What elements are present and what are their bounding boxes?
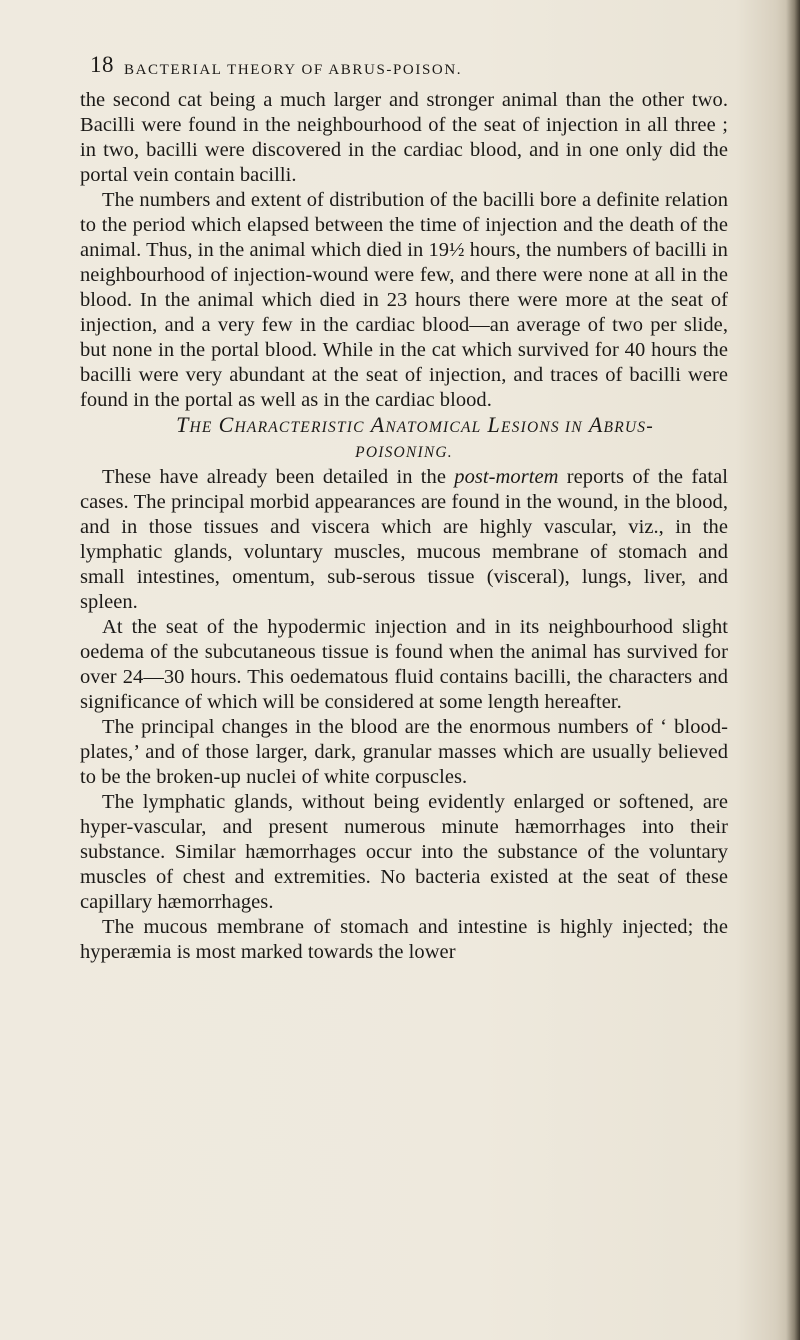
heading-word: NATOMICAL (385, 419, 482, 436)
heading-initial: A (370, 412, 386, 437)
running-head (90, 52, 730, 82)
binding-shadow (786, 0, 800, 1340)
body-text (80, 88, 728, 965)
running-title: BACTERIAL THEORY OF ABRUS-POISON. (124, 62, 463, 78)
paragraph: The numbers and extent of distribution of the bacilli bore a definite relation to the period which elapsed between the time of injection and the death of the animal. Thus, in the animal which died in 19½ hours, the numbers of bacilli in neighbourhood of injection-wound were few, and there were none at all in the blood. In the animal which died in 23 hours there were more at the seat of injection, and a very few in the cardiac blood—an average of two per slide, but none in the portal blood. While in the cat which survived for 40 hours the bacilli were very abundant at the seat of injection, and traces of bacilli were found in the portal as well as in the cardiac blood. (80, 189, 728, 411)
heading-initial: A (588, 412, 604, 437)
paragraph-text: These have already been detailed in the (102, 466, 455, 488)
heading-word: ESIONS IN (500, 419, 583, 436)
heading-word: POISONING. (355, 444, 453, 461)
page-number: 18 (90, 52, 114, 77)
paragraph: The mucous membrane of stomach and intestine is highly injected; the hyperæmia is most marked towards the lower (80, 916, 728, 963)
paragraph: The lymphatic glands, without being evidently enlarged or softened, are hyper-vascular, and present numerous minute hæmorrhages into their substance. Similar hæmorrhages occur into the substance of the voluntary muscles of chest and extremities. No bacteria existed at the seat of these capillary hæmorrhages. (80, 791, 728, 913)
heading-initial: T (176, 412, 190, 437)
paragraph: the second cat being a much larger and stronger animal than the other two. Bacilli were found in the neighbourhood of the seat of injection in all three ; in two, bacilli were discovered in the cardiac blood, and in one only did the portal vein contain bacilli. (80, 89, 728, 186)
heading-initial: L (487, 412, 501, 437)
heading-word: HE (189, 419, 213, 436)
heading-word: HARACTERISTIC (234, 419, 365, 436)
heading-word: BRUS (603, 419, 647, 436)
paragraph (80, 465, 728, 615)
heading-initial: C (218, 412, 235, 437)
section-heading: THE CHARACTERISTIC ANATOMICAL LESIONS IN ABRUS- POISONING. (176, 412, 654, 461)
emphasis: post-mortem (454, 466, 559, 488)
paragraph: At the seat of the hypodermic injection and in its neighbourhood slight oedema of the subcutaneous tissue is found when the animal has survived for over 24—30 hours. This oedematous fluid contains bacilli, the characters and significance of which will be considered at some length hereafter. (80, 616, 728, 713)
paragraph-text: reports of the fatal cases. The principal morbid appearances are found in the wound, in the blood, and in those tissues and viscera which are highly vascular, viz., in the lymphatic glands, voluntary muscles, mucous membrane of stomach and small intestines, omentum, sub-serous tissue (visceral), lungs, liver, and spleen. (80, 466, 728, 613)
paragraph: The principal changes in the blood are the enormous numbers of ‘ blood-plates,’ and of those larger, dark, granular masses which are usually believed to be the broken-up nuclei of white corpuscles. (80, 716, 728, 788)
